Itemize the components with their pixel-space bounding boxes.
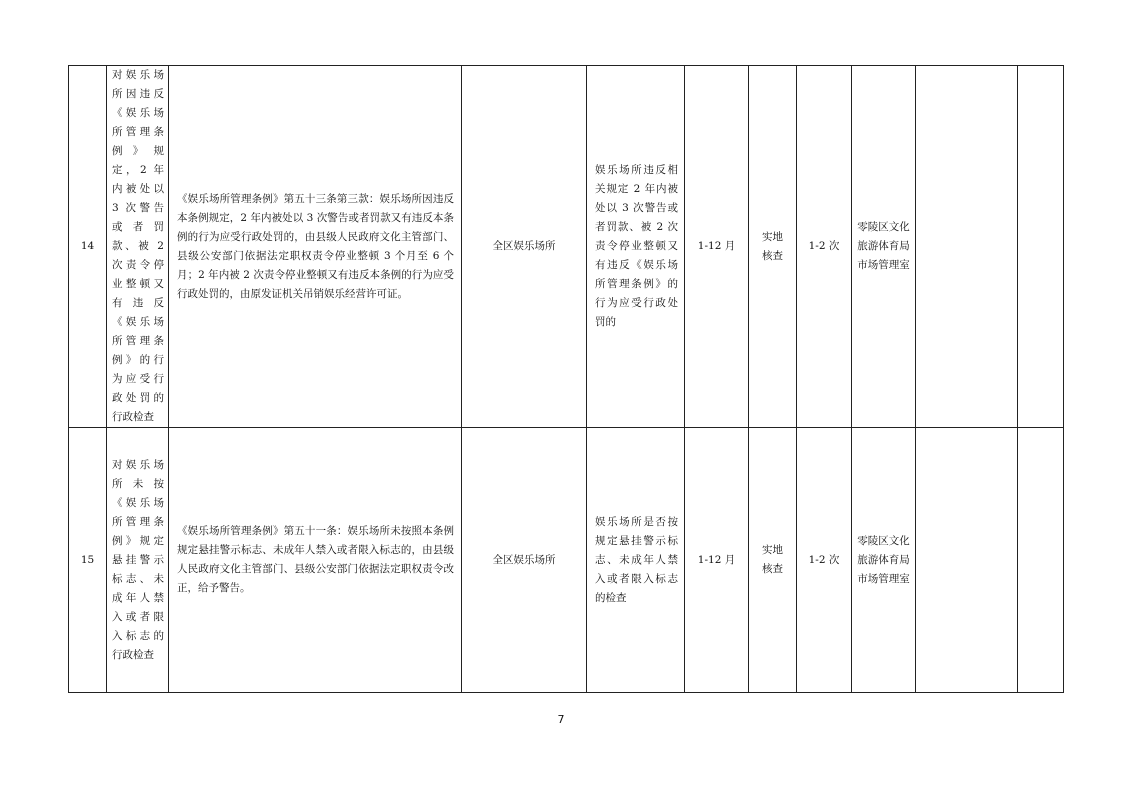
blank-cell [916,428,1018,693]
inspection-content: 娱乐场所违反相关规定 2 年内被处以 3 次警告或者罚款、被 2 次责令停业整顿又有违反《娱乐场所管理条例》的行为应受行政处罚的 [587,66,685,428]
blank-cell [1018,428,1064,693]
blank-cell [916,66,1018,428]
blank-cell [1018,66,1064,428]
inspection-target: 全区娱乐场所 [462,428,587,693]
row-number: 14 [69,66,107,428]
inspection-item: 对娱乐场所因违反《娱乐场所管理条例》规定，2 年内被处以 3 次警告或者罚款、被 2 次责令停业整顿又有违反《娱乐场所管理条例》的行为应受行政处罚的行政检查 [107,66,169,428]
legal-basis: 《娱乐场所管理条例》第五十一条：娱乐场所未按照本条例规定悬挂警示标志、未成年人禁入或者限入标志的，由县级人民政府文化主管部门、县级公安部门依据法定职权责令改正，给予警告。 [169,428,462,693]
page-number: 7 [557,713,565,726]
inspection-table [68,65,1064,693]
table-row [69,428,1064,693]
inspection-target: 全区娱乐场所 [462,66,587,428]
inspection-content: 娱乐场所是否按规定悬挂警示标志、未成年人禁入或者限入标志的检查 [587,428,685,693]
table-row [69,66,1064,428]
inspection-frequency: 1-2 次 [797,66,852,428]
legal-basis: 《娱乐场所管理条例》第五十三条第三款：娱乐场所因违反本条例规定，2 年内被处以 3 次警告或者罚款又有违反本条例的行为应受行政处罚的，由县级人民政府文化主管部门、县级公安部门依据法定职权责令停业整顿 3 个月至 6 个月；2 年内被 2 次责令停业整顿又有违反本条例的行为应受行政处罚的，由原发证机关吊销娱乐经营许可证。 [169,66,462,428]
inspection-period: 1-12 月 [685,428,749,693]
inspection-item: 对娱乐场所未按《娱乐场所管理条例》规定悬挂警示标志、未成年人禁入或者限入标志的行政检查 [107,428,169,693]
inspection-method: 实地核查 [749,428,797,693]
inspection-period: 1-12 月 [685,66,749,428]
row-number: 15 [69,428,107,693]
inspection-method: 实地核查 [749,66,797,428]
responsible-department: 零陵区文化旅游体育局市场管理室 [852,428,916,693]
inspection-frequency: 1-2 次 [797,428,852,693]
responsible-department: 零陵区文化旅游体育局市场管理室 [852,66,916,428]
